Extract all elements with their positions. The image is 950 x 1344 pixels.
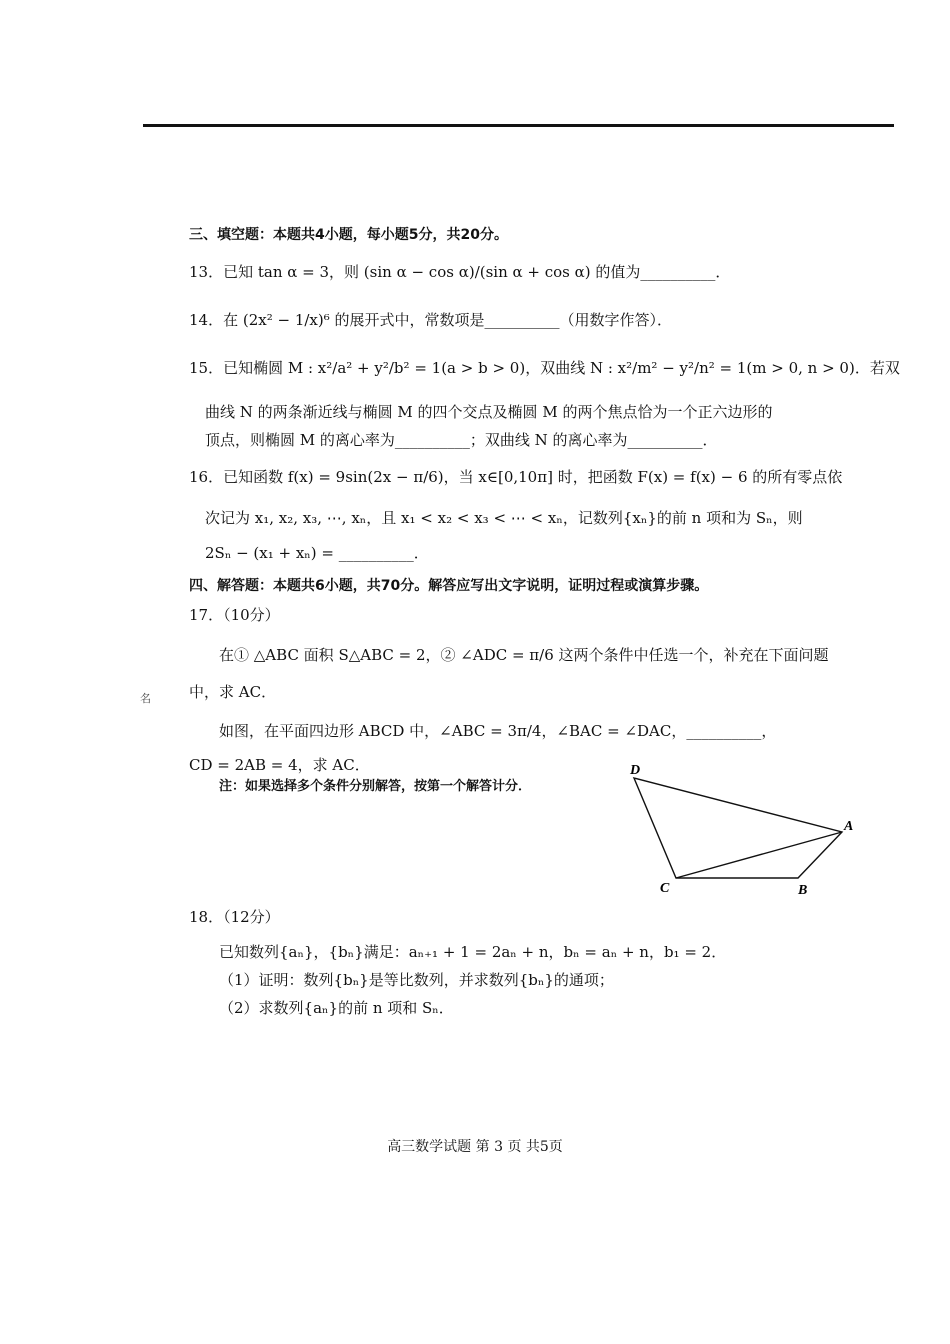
question-15-line3: 顶点，则椭圆 M 的离心率为__________；双曲线 N 的离心率为__________． [205,431,718,449]
question-17-line3: 如图，在平面四边形 ABCD 中，∠ABC = 3π/4，∠BAC = ∠DAC，__________， [219,722,777,740]
question-16-line3: 2Sₙ − (x₁ + xₙ) = __________． [205,544,429,562]
question-18-line1: 已知数列{aₙ}，{bₙ}满足：aₙ₊₁ + 1 = 2aₙ + n，bₙ = aₙ + n，b₁ = 2． [219,943,727,961]
label-b: B [798,883,808,898]
question-15-line2: 曲线 N 的两条渐近线与椭圆 M 的四个交点及椭圆 M 的两个焦点恰为一个正六边形的 [205,403,773,421]
question-17-note: 注：如果选择多个条件分别解答，按第一个解答计分． [219,779,532,794]
question-17-head: 17．（10分） [189,606,280,624]
header-rule [143,124,894,127]
question-17-line4: CD = 2AB = 4，求 AC． [189,756,370,774]
question-18-head: 18．（12分） [189,908,280,926]
quadrilateral-figure [620,760,860,900]
question-14: 14．在 (2x² − 1/x)⁶ 的展开式中，常数项是__________（用数字作答）． [189,311,673,329]
question-15-line1: 15．已知椭圆 M : x²/a² + y²/b² = 1(a > b > 0)，双曲线 N : x²/m² − y²/n² = 1(m > 0, n > 0)．若双 [189,359,900,377]
question-18-line3: （2）求数列{aₙ}的前 n 项和 Sₙ． [219,999,454,1017]
section4-heading: 四、解答题：本题共6小题，共70分。解答应写出文字说明，证明过程或演算步骤。 [189,578,709,594]
label-d: D [630,763,641,778]
question-16-line2: 次记为 x₁, x₂, x₃, ⋯, xₙ，且 x₁ < x₂ < x₃ < ⋯ < xₙ，记数列{xₙ}的前 n 项和为 Sₙ，则 [205,509,803,527]
section3-heading: 三、填空题：本题共4小题，每小题5分，共20分。 [189,227,508,243]
page-footer: 高三数学试题 第 3 页 共5页 [387,1139,563,1155]
question-17-line1: 在① △ABC 面积 S△ABC = 2，② ∠ADC = π/6 这两个条件中任选一个，补充在下面问题 [219,646,829,664]
question-17-line2: 中，求 AC． [189,683,277,701]
label-c: C [660,881,670,896]
question-16-line1: 16．已知函数 f(x) = 9sin(2x − π/6)，当 x∈[0,10π] 时，把函数 F(x) = f(x) − 6 的所有零点依 [189,468,843,486]
question-13: 13．已知 tan α = 3，则 (sin α − cos α)/(sin α + cos α) 的值为__________． [189,263,731,281]
quadrilateral-outline [634,778,842,878]
label-a: A [844,819,854,834]
diagonal-ac [676,832,842,878]
question-18-line2: （1）证明：数列{bₙ}是等比数列，并求数列{bₙ}的通项； [219,971,614,989]
binding-margin-mark: 名 [140,692,151,705]
